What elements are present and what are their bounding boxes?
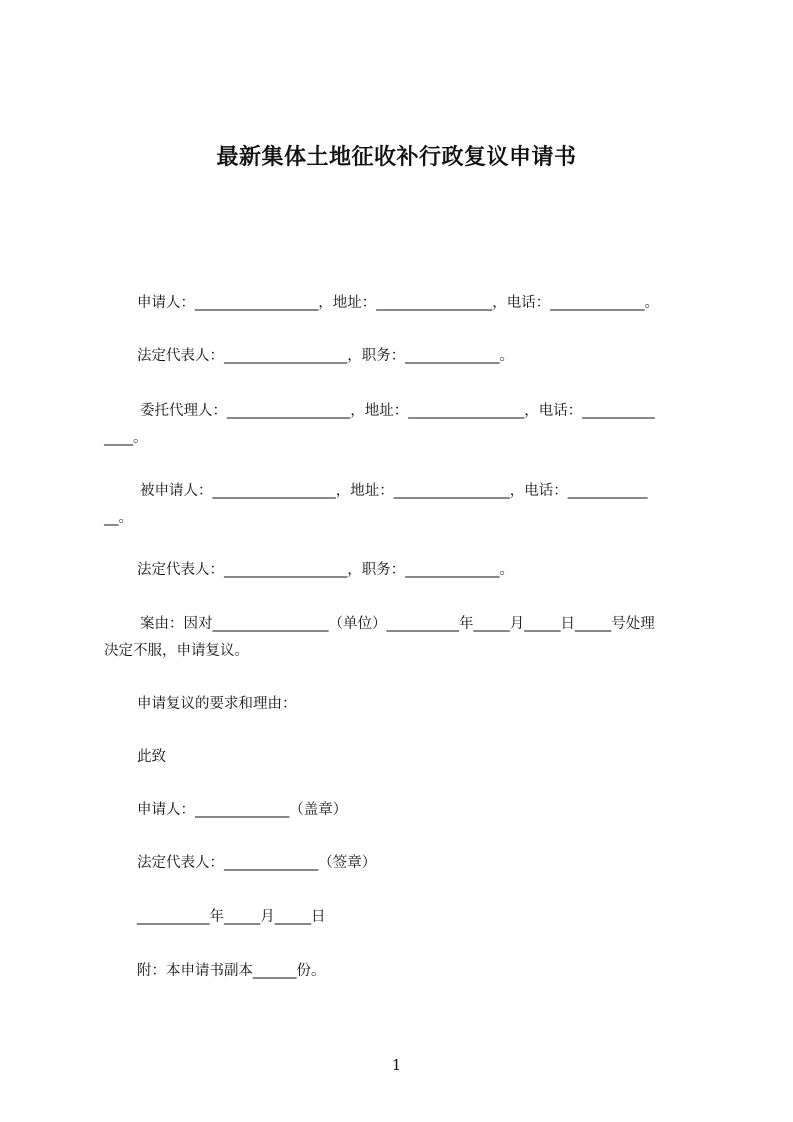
case-cause-line-continued: 决定不服，申请复议。	[104, 643, 249, 659]
signature-applicant-line: 申请人：_____________（盖章）	[137, 802, 348, 818]
legal-representative-line: 法定代表人：_________________，职务：_____________。	[137, 348, 514, 364]
respondent-line: 被申请人：_________________，地址：________________，电话：___________	[140, 483, 648, 499]
case-cause-line: 案由：因对________________（单位）__________年_____月_____日_____号处理	[140, 616, 655, 632]
agent-line-continued: ____。	[104, 430, 148, 446]
page-number: 1	[391, 1056, 402, 1074]
signature-date-line: __________年_____月_____日	[137, 909, 326, 925]
signature-legal-representative-line: 法定代表人：_____________（签章）	[137, 855, 377, 871]
attachment-note: 附：本申请书副本______份。	[137, 963, 326, 979]
salutation: 此致	[137, 749, 166, 765]
respondent-legal-representative-line: 法定代表人：_________________，职务：_____________。	[137, 562, 514, 578]
document-title: 最新集体土地征收补行政复议申请书	[216, 145, 577, 170]
respondent-line-continued: __。	[104, 510, 133, 526]
agent-line: 委托代理人：_________________，地址：________________，电话：__________	[140, 403, 655, 419]
applicant-line: 申请人：_________________，地址：________________，电话：_____________。	[137, 295, 659, 311]
request-reasons-label: 申请复议的要求和理由：	[137, 696, 297, 712]
